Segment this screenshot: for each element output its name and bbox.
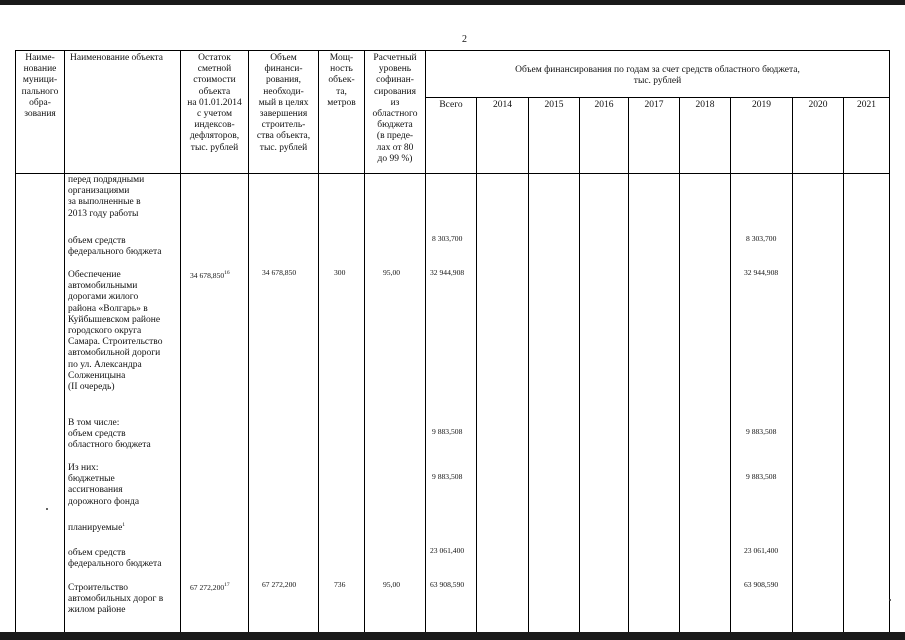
header-yearly-title: Объем финансирования по годам за счет средств областного бюджета, тыс. рублей: [515, 65, 800, 87]
header-municipality: Наиме- нование муници- пального обра- зования: [21, 53, 59, 120]
object-name-cell: перед подрядными организациями за выполненные в 2013 году работы: [68, 175, 145, 219]
financing-volume-cell: 67 272,200: [262, 580, 297, 589]
year-2019-cell: 32 944,908: [744, 268, 779, 277]
object-name-cell: объем средств федерального бюджета: [68, 548, 162, 570]
header-year-2020: 2020: [808, 100, 828, 110]
footnote-marker: 17: [224, 582, 230, 588]
header-year-2021: 2021: [857, 100, 876, 110]
total-cell: 63 908,590: [430, 580, 465, 589]
header-year-2016: 2016: [594, 100, 614, 110]
header-total: Всего: [439, 100, 463, 110]
total-cell: 9 883,508: [432, 472, 463, 481]
object-name-cell: планируемые$^1$: [68, 522, 126, 533]
total-cell: 8 303,700: [432, 234, 463, 243]
header-object-name: Наименование объекта: [70, 53, 164, 63]
remaining-cost-cell: 67 272,200$^{17}$: [190, 582, 230, 592]
year-2019-cell: 63 908,590: [744, 580, 779, 589]
object-name-cell: Строительство автомобильных дорог в жилом районе: [68, 583, 164, 616]
header-capacity: Мощ- ность объек- та, метров: [327, 53, 356, 108]
object-name-cell: В том числе: объем средств областного бюджета: [68, 418, 151, 451]
header-year-2018: 2018: [695, 100, 715, 110]
bottom-scan-border: [0, 632, 905, 640]
header-cofinancing-level: Расчетный уровень софинан- сирования из областного бюджета (в преде- лах от 80 до 99 %): [372, 53, 418, 164]
top-scan-border: [0, 0, 905, 5]
total-cell: 32 944,908: [430, 268, 465, 277]
total-cell: 23 061,400: [430, 546, 465, 555]
scan-speck: [46, 508, 48, 510]
footnote-marker: 1: [122, 522, 126, 528]
year-2019-cell: 9 883,508: [746, 427, 777, 436]
object-name-cell: Из них: бюджетные ассигнования дорожного фонда: [68, 463, 140, 507]
cofinancing-level-cell: 95,00: [383, 580, 401, 589]
header-year-2015: 2015: [544, 100, 564, 110]
remaining-cost-cell: 34 678,850$^{16}$: [190, 270, 230, 280]
capacity-cell: 300: [334, 268, 346, 277]
header-year-2017: 2017: [644, 100, 664, 110]
total-cell: 9 883,508: [432, 427, 463, 436]
financing-volume-cell: 34 678,850: [262, 268, 297, 277]
object-name-cell: Обеспечение автомобильными дорогами жилого района «Волгарь» в Куйбышевском районе городского округа Самара. Строительство автомобильной дороги по ул. Александра Солженицына (II очередь): [68, 270, 163, 393]
header-financing-volume: Объем финанси- рования, необходи- мый в целях завершения строитель- ства объекта, тыс. рублей: [256, 53, 311, 153]
cofinancing-level-cell: 95,00: [383, 268, 401, 277]
year-2019-cell: 8 303,700: [746, 234, 777, 243]
capacity-cell: 736: [334, 580, 346, 589]
year-2019-cell: 23 061,400: [744, 546, 779, 555]
footnote-marker: 16: [224, 270, 230, 276]
header-remaining-cost: Остаток сметной стоимости объекта на 01.01.2014 с учетом индексов- дефляторов, тыс. рублей: [187, 53, 242, 153]
year-2019-cell: 9 883,508: [746, 472, 777, 481]
header-year-2014: 2014: [493, 100, 512, 110]
page-number: 2: [462, 34, 467, 45]
object-name-cell: объем средств федерального бюджета: [68, 236, 162, 258]
header-year-2019: 2019: [752, 100, 771, 110]
scan-speck: [889, 599, 891, 601]
